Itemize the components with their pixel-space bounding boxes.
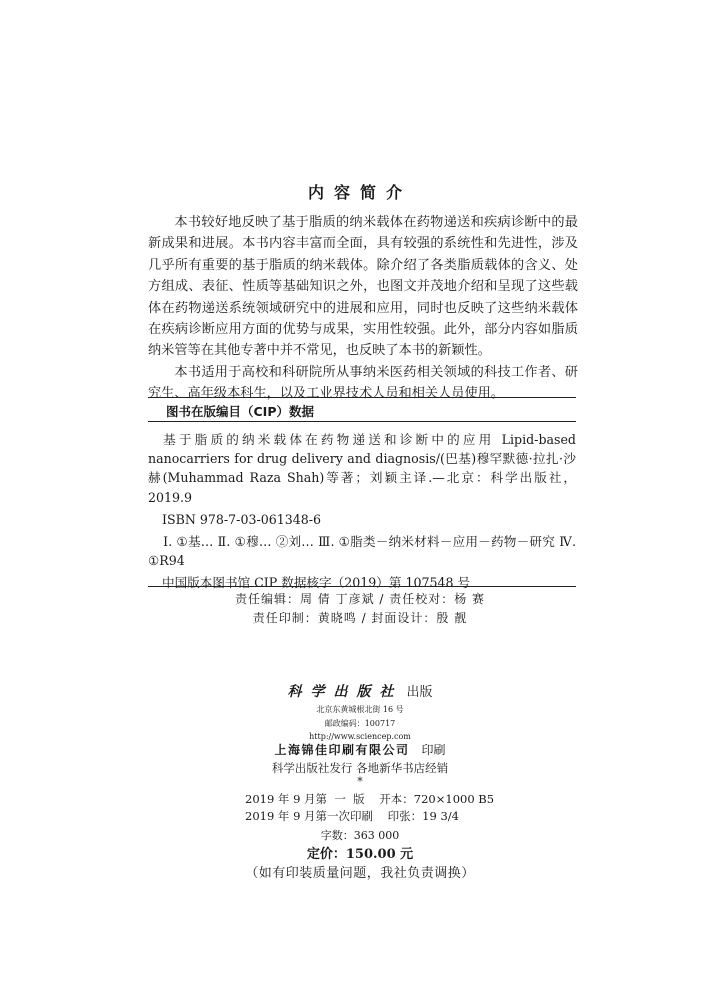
printer-line — [0, 741, 720, 758]
intro-paragraph-1: 本书较好地反映了基于脂质的纳米载体在药物递送和疾病诊断中的最新成果和进展。本书内容丰富而全面，具有较强的系统性和先进性，涉及几乎所有重要的基于脂质的纳米载体。除介绍了各类脂质载体的含义、处方组成、表征、性质等基础知识之外，也图文并茂地介绍和呈现了这些载体在药物递送系统领域研究中的进展和应用，同时也反映了这些纳米载体在疾病诊断应用方面的优势与成果，实用性较强。此外，部分内容如脂质纳米管等在其他专著中并不常见，也反映了本书的新颖性。 — [148, 215, 578, 359]
price: 定价：150.00 元 — [306, 847, 414, 862]
cip-number: 中国版本图书馆 CIP 数据核字（2019）第 107548 号 — [162, 575, 471, 591]
separator-star: * — [357, 775, 363, 788]
publisher-logo: 科学出版社 — [287, 684, 403, 700]
cip-divider — [148, 421, 576, 422]
edition-line-2: 2019 年 9 月第一次印刷 印张：19 3/4 — [245, 809, 459, 823]
printer-logo: 上海锦佳印刷有限公司 — [274, 743, 410, 757]
publisher-address: 北京东黄城根北街 16 号 — [316, 705, 404, 714]
intro-title: 内容简介 — [307, 183, 412, 202]
publisher-line — [0, 681, 720, 701]
intro-body — [148, 212, 578, 405]
edition-info — [245, 791, 494, 825]
word-count: 字数：363 000 — [320, 829, 400, 842]
intro-paragraph-2: 本书适用于高校和科研院所从事纳米医药相关领域的科技工作者、研究生、高年级本科生，以及工业界技术人员和相关人员使用。 — [148, 364, 578, 402]
publisher-suffix: 出版 — [406, 685, 433, 700]
cip-isbn: ISBN 978-7-03-061348-6 — [162, 511, 322, 527]
quality-note: （如有印装质量问题，我社负责调换） — [245, 866, 475, 881]
cip-bottom-rule — [148, 586, 576, 587]
cip-classification: Ⅰ. ①基… Ⅱ. ①穆… ②刘… Ⅲ. ①脂类－纳米材料－应用－药物－研究 Ⅳ. ①R94 — [148, 534, 576, 569]
cip-header-label: 图书在版编目（CIP）数据 — [166, 404, 314, 419]
edition-line-1: 2019 年 9 月第 一 版 开本：720×1000 B5 — [245, 792, 495, 806]
distribution-line: 科学出版社发行 各地新华书店经销 — [271, 761, 449, 775]
publisher-website: http://www.sciencep.com — [309, 732, 411, 741]
cip-record — [148, 430, 576, 593]
credits-line-1: 责任编辑：周 倩 丁彦斌 / 责任校对：杨 赛 — [234, 592, 486, 606]
cip-bibliographic-record: 基于脂质的纳米载体在药物递送和诊断中的应用 Lipid-based nanocarriers for drug delivery and diagnosis/(巴基)穆罕默德·拉扎·沙赫(Muhammad Raza Shah)等著；刘颖主译.—北京：科学出版社，2019.9 — [148, 432, 576, 505]
cip-header — [148, 397, 576, 420]
editorial-credits — [0, 590, 720, 628]
publisher-postcode: 邮政编码：100717 — [324, 718, 396, 728]
printer-suffix: 印刷 — [421, 743, 446, 757]
credits-line-2: 责任印制：黄晓鸣 / 封面设计：殷 靓 — [252, 611, 468, 625]
publisher-contact — [0, 703, 720, 744]
